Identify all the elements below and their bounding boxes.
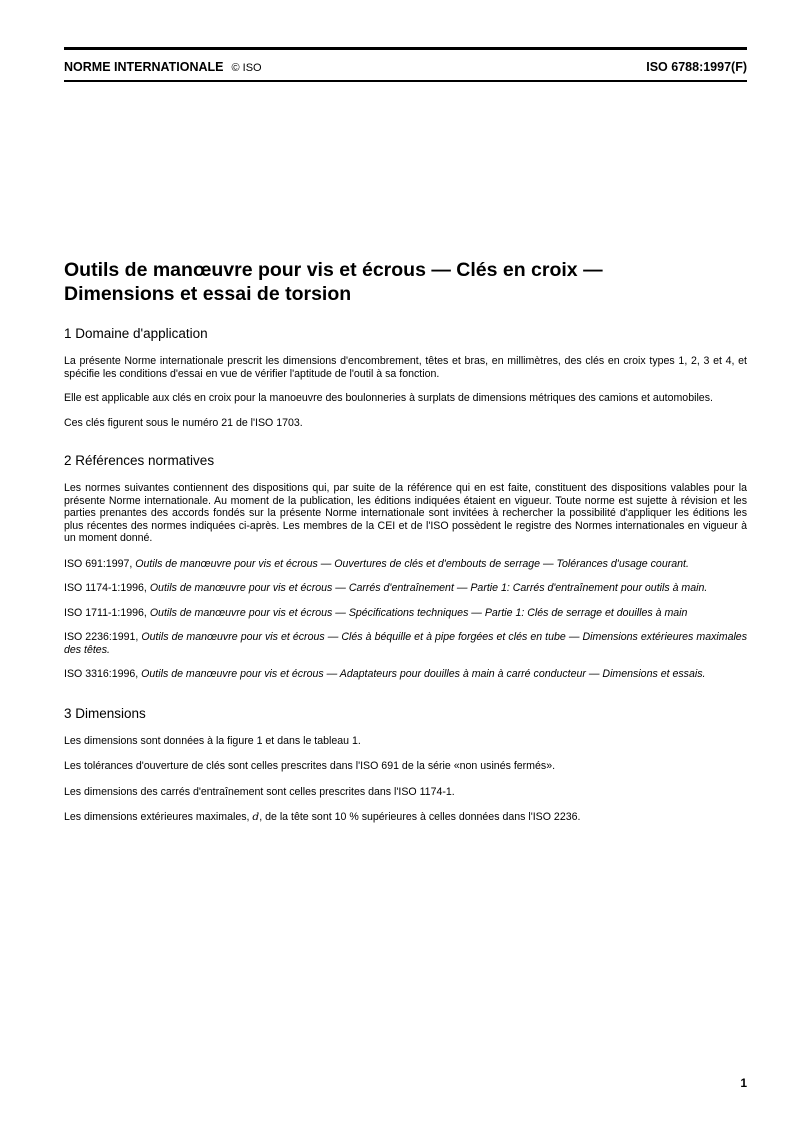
reference-code: ISO 691:1997, <box>64 557 133 570</box>
title-line-2: Dimensions et essai de torsion <box>64 283 352 305</box>
section-2-heading: 2 Références normatives <box>64 453 215 468</box>
section-3-paragraph-2: Les tolérances d'ouverture de clés sont celles prescrites dans l'ISO 691 de la série «non usinés fermés». <box>64 760 556 772</box>
normative-reference <box>64 668 747 681</box>
reference-title: Outils de manœuvre pour vis et écrous — Carrés d'entraînement — Partie 1: Carrés d'entraînement pour outils à main. <box>149 582 708 594</box>
header-standard-number: ISO 6788:1997(F) <box>646 60 747 74</box>
reference-title: Outils de manœuvre pour vis et écrous — Spécifications techniques — Partie 1: Clés de serrage et douilles à main <box>149 606 688 619</box>
header-copyright: © ISO <box>231 62 262 74</box>
section-1-paragraph-1: La présente Norme internationale prescrit les dimensions d'encombrement, têtes et bras, en millimètres, des clés en croix types 1, 2, 3 et 4, et spécifie les conditions d'essai en vue de vérifier l'aptitude de l'outil à sa fonction. <box>64 355 747 380</box>
section-3-paragraph-3: Les dimensions des carrés d'entraînement sont celles prescrites dans l'ISO 1174-1. <box>64 785 455 798</box>
section-1-paragraph-3: Ces clés figurent sous le numéro 21 de l'ISO 1703. <box>64 416 303 429</box>
section-2-intro: Les normes suivantes contiennent des dispositions qui, par suite de la référence qui en est faite, constituent des dispositions valables pour la présente Norme internationale. Au moment de la publication, les éditions indiquées étaient en vigueur. Toute norme est sujette à révision et les parties prenantes des accords fondés sur la présente Norme internationale sont invitées à rechercher la possibilité d'appliquer les éditions les plus récentes des normes indiquées ci-après. Les membres de la CEI et de l'ISO possèdent le registre des Normes internationales en vigueur à un moment donné. <box>64 482 747 544</box>
header-top-rule <box>64 47 747 50</box>
normative-reference <box>64 582 747 595</box>
header-bottom-rule <box>64 80 747 82</box>
reference-title: Outils de manœuvre pour vis et écrous — Adaptateurs pour douilles à main à carré conducteur — Dimensions et essais. <box>141 668 706 680</box>
section-1-paragraph-2: Elle est applicable aux clés en croix pour la manoeuvre des boulonneries à surplats de dimensions métriques des camions et automobiles. <box>64 392 713 404</box>
page-number: 1 <box>740 1076 747 1090</box>
document-title <box>64 258 747 306</box>
running-header <box>64 57 747 77</box>
normative-reference <box>64 558 747 571</box>
title-line-1: Outils de manœuvre pour vis et écrous — Clés en croix — <box>64 259 603 281</box>
section-3-paragraph-4 <box>64 811 747 824</box>
normative-reference <box>64 607 747 620</box>
reference-code: ISO 3316:1996, <box>64 668 139 680</box>
paragraph-text-start: Les dimensions extérieures maximales, <box>64 811 253 823</box>
reference-title: Outils de manœuvre pour vis et écrous — Ouvertures de clés et d'embouts de serrage — Tolérances d'usage courant. <box>135 557 689 570</box>
section-1-heading: 1 Domaine d'application <box>64 326 208 341</box>
reference-code: ISO 2236:1991, <box>64 631 139 643</box>
header-standard-type: NORME INTERNATIONALE <box>64 60 224 74</box>
reference-code: ISO 1711-1:1996, <box>64 606 147 619</box>
section-3-paragraph-1: Les dimensions sont données à la figure 1 et dans le tableau 1. <box>64 734 361 747</box>
reference-code: ISO 1174-1:1996, <box>64 582 147 594</box>
variable-d: d <box>252 811 260 823</box>
paragraph-text-end: , de la tête sont 10 % supérieures à celles données dans l'ISO 2236. <box>259 811 581 823</box>
header-left <box>64 60 262 74</box>
normative-reference <box>64 631 747 656</box>
section-3-heading: 3 Dimensions <box>64 705 146 721</box>
reference-title: Outils de manœuvre pour vis et écrous — Clés à béquille et à pipe forgées et clés en tube — Dimensions extérieures maximales des têtes. <box>64 631 748 656</box>
document-body <box>64 258 747 824</box>
